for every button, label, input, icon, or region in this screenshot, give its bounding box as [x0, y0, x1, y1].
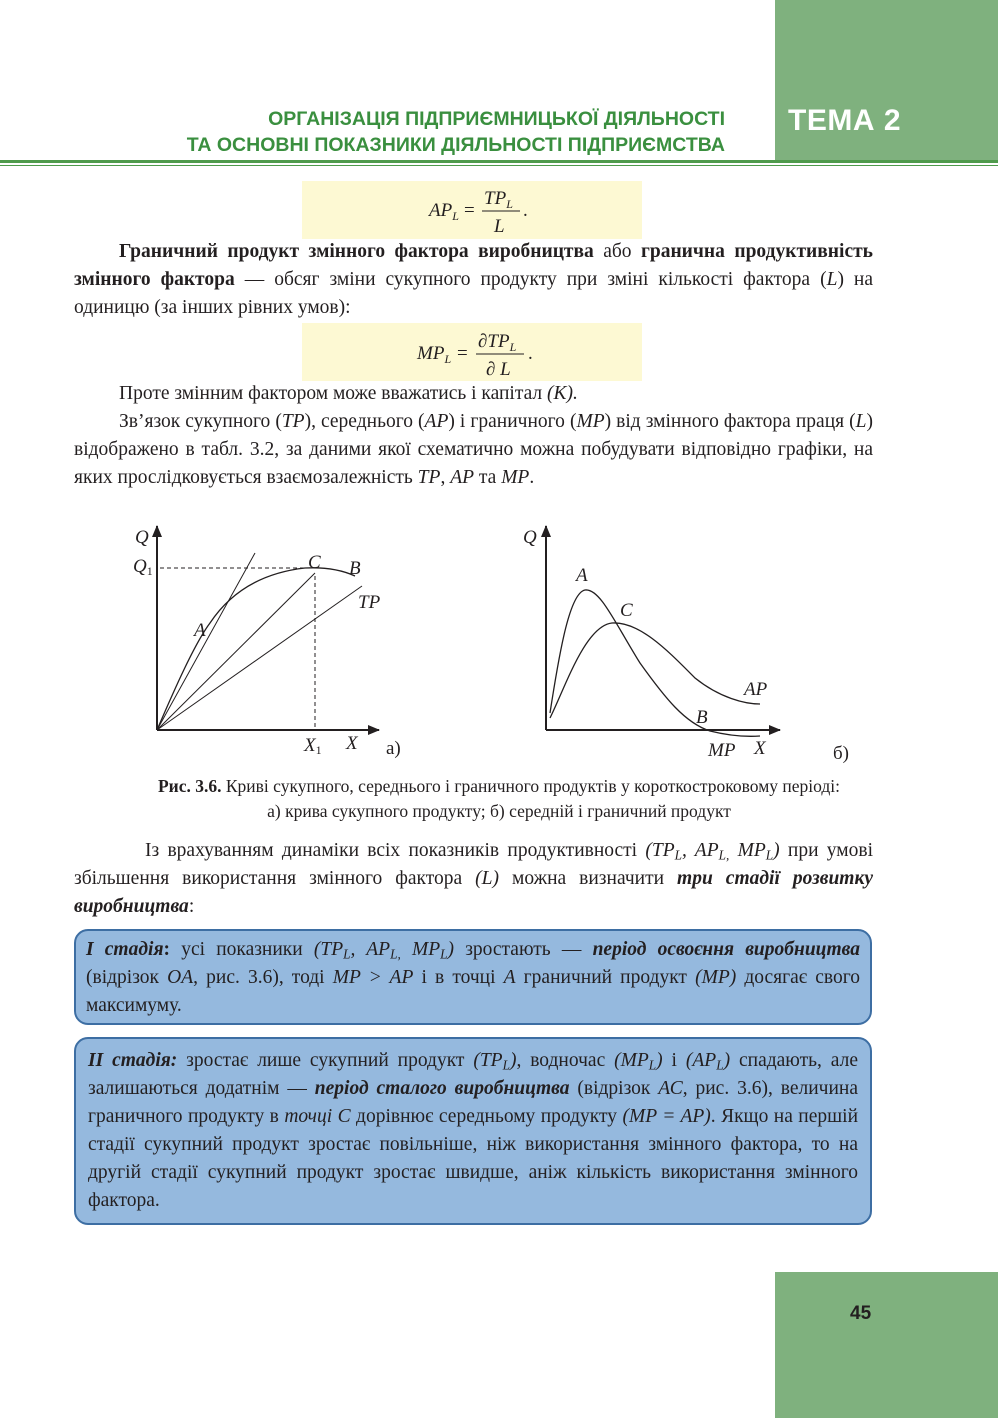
graph-b-point-c: C [620, 600, 633, 621]
graph-b-point-a: A [576, 565, 588, 586]
page-number: 45 [850, 1303, 872, 1324]
theme-label: ТЕМА 2 [788, 104, 902, 137]
svg-text:APL: $AP_L$ [429, 200, 459, 223]
paragraph-marginal-product: Граничний продукт змінного фактора виробництва або гранична продуктивність змінного фактора — обсяг зміни сукупного продукту при зміні кількості фактора (L) на одиницю (за інших рівних умов): [74, 241, 874, 318]
formula-average-product [302, 181, 642, 239]
svg-text:MPL: $MP_L$ [417, 343, 452, 366]
graph-a-x-label: X [346, 733, 358, 754]
svg-text:∂TPL: $\partial TP_L$ [478, 331, 517, 354]
graph-b-point-b: B [696, 707, 708, 728]
stage-2-text: ІІ стадія: зростає лише сукупний продукт $(TP_L)$, водночас $(MP_L)$ і $(AP_L)$ спадають, але залишаються додатнім — період сталого виробництва (відрізок АС, рис. 3.6), величина граничного продукту в точці С дорівнює середньому продукту (MP = AP). Якщо на першій стадії сукупний продукт зростає повільніше, ніж використання змінного фактора, то на другій стадії сукупний продукт зростає швидше, аніж кількість використання змінного фактора. [88, 1050, 859, 1211]
svg-text:TPL: $TP_L$ [484, 188, 513, 211]
graph-b-panel-label: б) [833, 743, 849, 764]
curve-mp [550, 590, 760, 736]
graph-a-y-label: Q [135, 527, 149, 548]
header-line-1: ОРГАНІЗАЦІЯ ПІДПРИЄМНИЦЬКОЇ ДІЯЛЬНОСТІ [268, 108, 725, 130]
graph-a-point-c: C [308, 552, 321, 573]
graph-a-q1-label: Q1 [133, 556, 153, 578]
svg-text:L: L [494, 216, 505, 237]
ray-oa [157, 553, 255, 730]
graph-a-tp-label: TP [358, 592, 381, 613]
page-number-tab [775, 1272, 998, 1418]
graph-total-product [133, 526, 401, 759]
figure-caption-line-1: Рис. 3.6. Криві сукупного, середнього і граничного продуктів у короткостроковому періоді: [157, 776, 841, 796]
ray-ob [157, 586, 362, 730]
svg-text:=: = [457, 343, 468, 364]
graph-b-x-label: X [754, 738, 766, 759]
svg-text:.: . [528, 343, 533, 364]
paragraph-three-stages: Із врахуванням динаміки всіх показників продуктивності ($TP_L$, $AP_{L,}$ $MP_L$) при умові збільшення використання змінного фактора (L) можна визначити три стадії розвитку виробництва: [74, 840, 873, 917]
graph-a-panel-label: а) [386, 738, 401, 759]
graph-b-y-label: Q [523, 527, 537, 548]
ray-oc [157, 573, 315, 730]
paragraph-relationship: Зв’язок сукупного (TP), середнього (AP) і граничного (MP) від змінного фактора праця (L) відображено в табл. 3.2, за даними якої схематично можна побудувати відповідно графіки, на яких прослідковується взаємозалежність TP, AP та MP. [74, 411, 873, 488]
paragraph-capital: Проте змінним фактором може вважатись і капітал (К). [119, 383, 578, 404]
graph-a-point-b: B [349, 558, 361, 579]
curve-tp [157, 568, 355, 730]
stage-1-text: І стадія: усі показники ($TP_L$, $AP_{L,}$ $MP_L$) зростають — період освоєння виробництва (відрізок OA, рис. 3.6), тоді MP > AP і в точці А граничний продукт (MP) досягає свого максимуму. [86, 939, 861, 1016]
theme-tab [775, 0, 998, 163]
stage-2-box [74, 1037, 872, 1225]
svg-text:=: = [464, 200, 475, 221]
header-rule [0, 160, 998, 163]
graph-a-x1-label: X1 [304, 735, 322, 757]
figure-3-6 [0, 518, 998, 773]
graph-b-mp-label: MP [708, 740, 736, 761]
header-rule-thin [0, 165, 998, 166]
svg-text:.: . [523, 200, 528, 221]
svg-text:∂ L: ∂ L [486, 359, 511, 380]
graph-average-marginal-product [523, 526, 849, 764]
header-line-2: ТА ОСНОВНІ ПОКАЗНИКИ ДІЯЛЬНОСТІ ПІДПРИЄМСТВА [186, 134, 725, 156]
stage-1-box [74, 929, 872, 1025]
curve-ap [550, 623, 760, 718]
graph-a-point-a: A [194, 620, 206, 641]
formula-marginal-product [302, 323, 642, 381]
graph-b-ap-label: AP [744, 679, 768, 700]
figure-caption-line-2: а) крива сукупного продукту; б) середній і граничний продукт [267, 801, 731, 821]
